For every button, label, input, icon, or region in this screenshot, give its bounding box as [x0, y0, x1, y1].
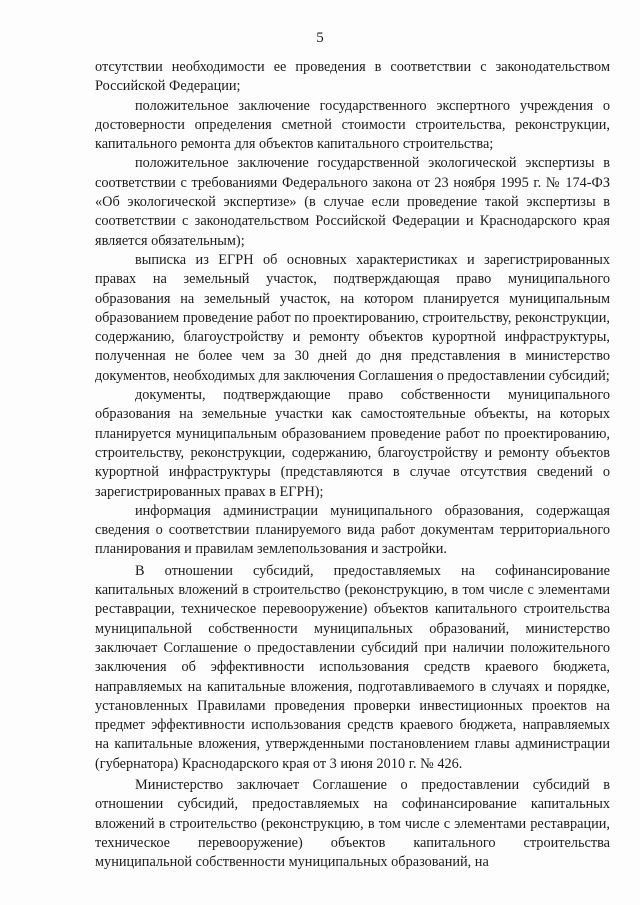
paragraph-administration-information: информация администрации муниципального образования, содержащая сведения о соответствии планируемого вида работ документам территориального планирования и правилам землепользования и застройки.	[95, 502, 610, 558]
paragraph-capital-investment-subsidies: В отношении субсидий, предоставляемых на софинансирование капитальных вложений в строительство (реконструкцию, в том числе с элементами реставрации, техническое перевооружение) объектов капитального строительства муниципальной собственности муниципальных образований, министерство заключает Соглашение о предоставлении субсидий при наличии положительного заключения об эффективности использования средств краевого бюджета, направляемых на капитальные вложения, подготавливаемого в случаях и порядке, установленных Правилами проведения проверки инвестиционных проектов на предмет эффективности использования средств краевого бюджета, направляемых на капитальные вложения, утвержденными постановлением главы администрации (губернатора) Краснодарского края от 3 июня 2010 г. № 426.	[95, 562, 610, 772]
paragraph-continuation: отсутствии необходимости ее проведения в соответствии с законодательством Российской Федерации;	[95, 59, 610, 95]
paragraph-ministry-agreement: Министерство заключает Соглашение о предоставлении субсидий в отношении субсидий, предоставляемых на софинансирование капитальных вложений в строительство (реконструкцию, в том числе с элементами реставрации, техническое перевооружение) объектов капитального строительства муниципальной собственности муниципальных образований, на	[95, 776, 610, 871]
document-body	[95, 58, 610, 872]
paragraph-egrn-extract: выписка из ЕГРН об основных характеристиках и зарегистрированных правах на земельный участок, подтверждающая право муниципального образования на земельный участок, на котором планируется муниципальным образованием проведение работ по проектированию, строительству, реконструкции, содержанию, благоустройству и ремонту объектов курортной инфраструктуры, полученная не более чем за 30 дней до дня представления в министерство документов, необходимых для заключения Соглашения о предоставлении субсидий;	[95, 251, 610, 384]
paragraph-ecological-expertise: положительное заключение государственной экологической экспертизы в соответствии с требованиями Федерального закона от 23 ноября 1995 г. № 174-ФЗ «Об экологической экспертизе» (в случае если проведение такой экспертизы в соответствии с законодательством Российской Федерации и Краснодарского края является обязательным);	[95, 155, 610, 249]
paragraph-ownership-documents: документы, подтверждающие право собственности муниципального образования на земельные участки как самостоятельные объекты, на которых планируется муниципальным образованием проведение работ по проектированию, строительству, реконструкции, содержанию, благоустройству и ремонту объектов курортной инфраструктуры (представляются в случае отсутствия сведений о зарегистрированных правах в ЕГРН);	[95, 387, 610, 500]
page-number: 5	[316, 30, 324, 46]
paragraph-state-expert-conclusion: положительное заключение государственного экспертного учреждения о достоверности определения сметной стоимости строительства, реконструкции, капитального ремонта для объектов капитального строительства;	[95, 97, 610, 153]
